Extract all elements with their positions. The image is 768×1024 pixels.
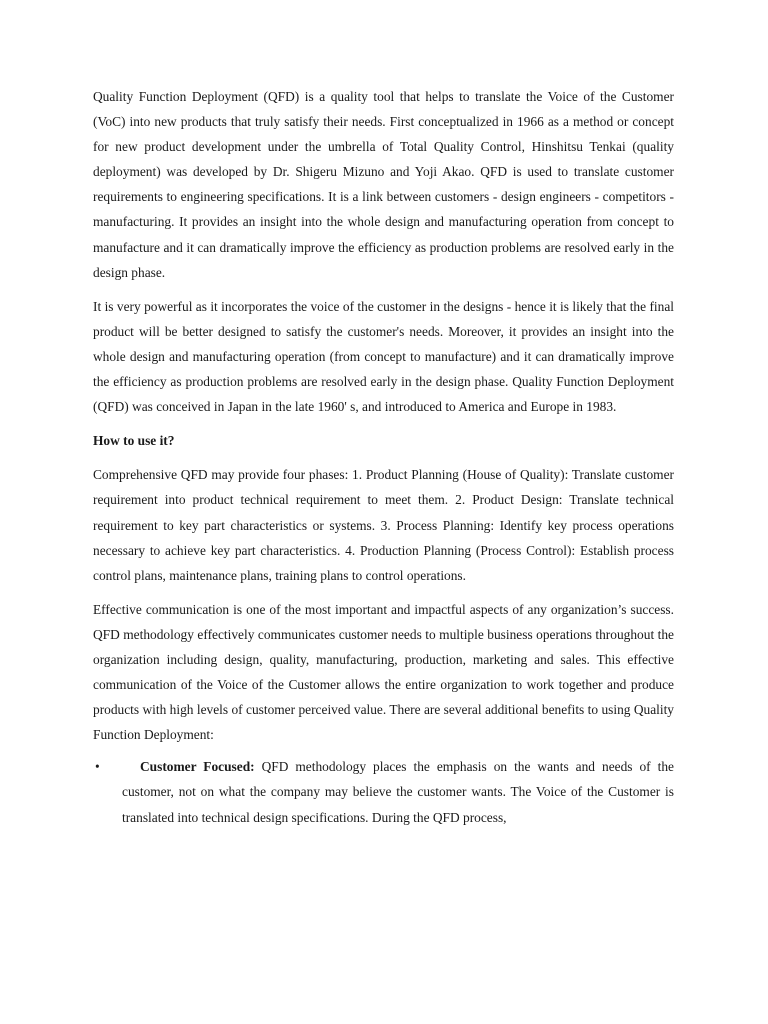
bullet-icon: • [95, 759, 100, 775]
benefits-list [93, 754, 674, 829]
phases-paragraph: Comprehensive QFD may provide four phases: 1. Product Planning (House of Quality): Translate customer requirement into product technical requirement to meet them. 2. Product Design: Translate technical requirement to key part characteristics or systems. 3. Process Planning: Identify key process operations necessary to achieve key part characteristics. 4. Production Planning (Process Control): Establish process control plans, maintenance plans, training plans to control operations. [93, 467, 674, 583]
bullet-title: Customer Focused: [140, 759, 255, 775]
bullet-text: QFD methodology places the emphasis on the wants and needs of the customer, not on what the company may believe the customer wants. The Voice of the Customer is translated into technical design specifications. During the QFD process, [122, 759, 674, 825]
intro-paragraph: Quality Function Deployment (QFD) is a quality tool that helps to translate the Voice of the Customer (VoC) into new products that truly satisfy their needs. First conceptualized in 1966 as a method or concept for new product development under the umbrella of Total Quality Control, Hinshitsu Tenkai (quality deployment) was developed by Dr. Shigeru Mizuno and Yoji Akao. QFD is used to translate customer requirements to engineering specifications. It is a link between customers - design engineers - competitors - manufacturing. It provides an insight into the whole design and manufacturing operation from concept to manufacture and it can dramatically improve the efficiency as production problems are resolved early in the design phase. [93, 89, 674, 280]
list-item [93, 754, 674, 829]
section-heading: How to use it? [93, 433, 175, 449]
power-paragraph: It is very powerful as it incorporates the voice of the customer in the designs - hence it is likely that the final product will be better designed to satisfy the customer's needs. Moreover, it provides an insight into the whole design and manufacturing operation (from concept to manufacture) and it can dramatically improve the efficiency as production problems are resolved early in the design phase. Quality Function Deployment (QFD) was conceived in Japan in the late 1960' s, and introduced to America and Europe in 1983. [93, 298, 674, 415]
communication-paragraph: Effective communication is one of the most important and impactful aspects of any organization’s success. QFD methodology effectively communicates customer needs to multiple business operations throughout the organization including design, quality, manufacturing, production, marketing and sales. This effective communication of the Voice of the Customer allows the entire organization to work together and produce products with high levels of customer perceived value. There are several additional benefits to using Quality Function Deployment: [93, 601, 674, 743]
document-page [93, 84, 674, 830]
